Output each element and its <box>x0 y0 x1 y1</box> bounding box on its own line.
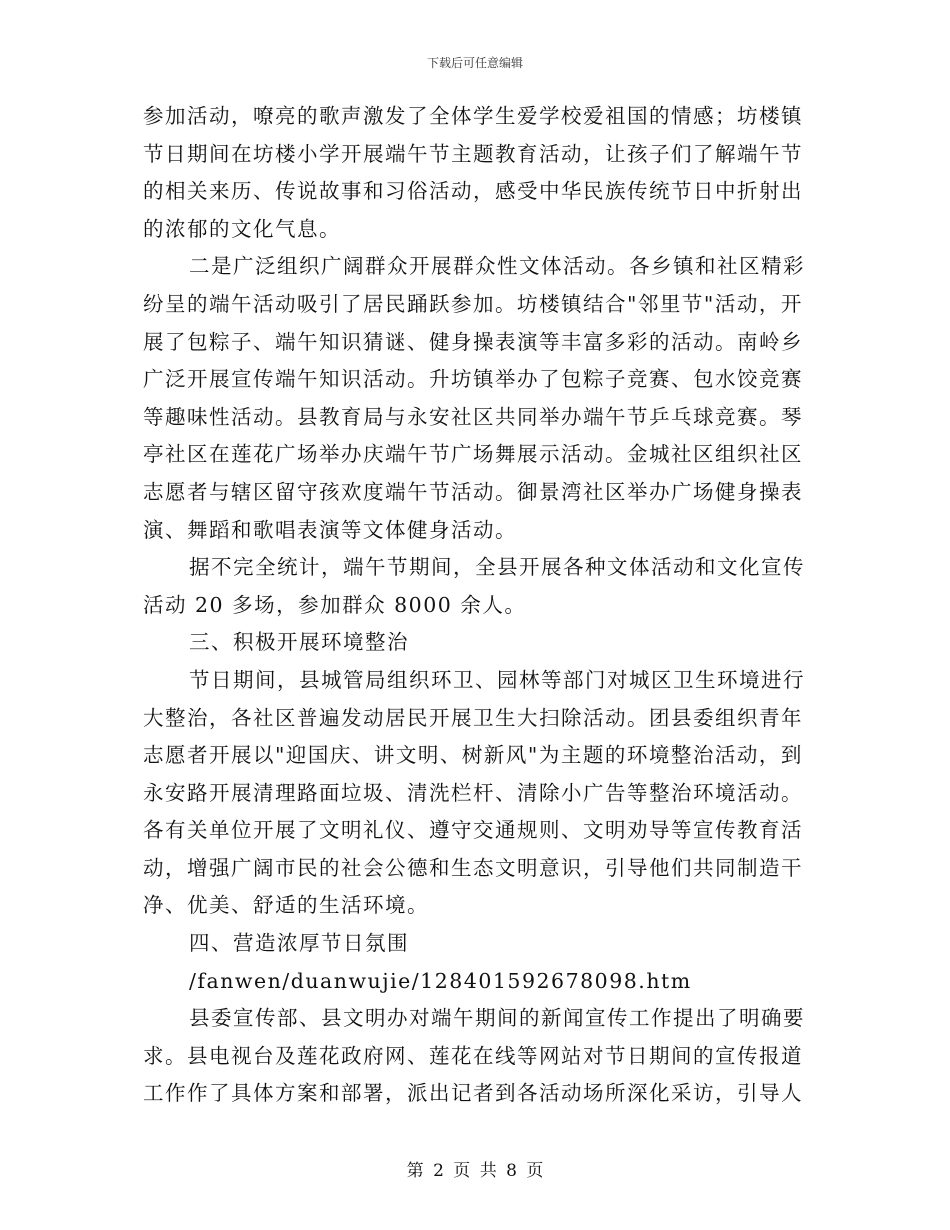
text-line: 大整治，各社区普遍发动居民开展卫生大扫除活动。团县委组织青年 <box>143 705 803 730</box>
text-line: 三、积极开展环境整治 <box>189 630 409 655</box>
page-header: 下载后可任意编辑 <box>426 56 523 70</box>
page-footer: 第 2 页 共 8 页 <box>406 1161 544 1181</box>
document-body <box>143 98 809 1113</box>
text-line: 演、舞蹈和歌唱表演等文体健身活动。 <box>143 517 517 542</box>
text-line: 节日期间在坊楼小学开展端午节主题教育活动，让孩子们了解端午节 <box>143 141 803 166</box>
text-line: 等趣味性活动。县教育局与永安社区共同举办端午节乒乓球竞赛。琴 <box>143 404 803 429</box>
text-line: 各有关单位开展了文明礼仪、遵守交通规则、文明劝导等宣传教育活 <box>143 818 803 843</box>
text-line: 动，增强广阔市民的社会公德和生态文明意识，引导他们共同制造干 <box>143 855 803 880</box>
text-line: 二是广泛组织广阔群众开展群众性文体活动。各乡镇和社区精彩 <box>189 254 805 279</box>
text-line: 纷呈的端午活动吸引了居民踊跃参加。坊楼镇结合"邻里节"活动，开 <box>143 291 803 316</box>
text-line: 净、优美、舒适的生活环境。 <box>143 893 429 918</box>
text-line: 永安路开展清理路面垃圾、清洗栏杆、清除小广告等整治环境活动。 <box>143 780 803 805</box>
text-line: 活动 20 多场，参加群众 8000 余人。 <box>143 592 527 617</box>
text-line: /fanwen/duanwujie/128401592678098.htm <box>189 968 692 993</box>
text-line: 四、营造浓厚节日氛围 <box>189 931 409 956</box>
text-line: 广泛开展宣传端午知识活动。升坊镇举办了包粽子竞赛、包水饺竞赛 <box>143 367 803 392</box>
text-line: 节日期间，县城管局组织环卫、园林等部门对城区卫生环境进行 <box>189 667 805 692</box>
text-line: 的相关来历、传说故事和习俗活动，感受中华民族传统节日中折射出 <box>143 179 803 204</box>
text-line: 展了包粽子、端午知识猜谜、健身操表演等丰富多彩的活动。南岭乡 <box>143 329 803 354</box>
text-line: 工作作了具体方案和部署，派出记者到各活动场所深化采访，引导人 <box>143 1081 803 1106</box>
text-line: 参加活动，嘹亮的歌声激发了全体学生爱学校爱祖国的情感；坊楼镇 <box>143 104 803 128</box>
text-line: 志愿者与辖区留守孩欢度端午节活动。御景湾社区举办广场健身操表 <box>143 479 803 504</box>
text-line: 求。县电视台及莲花政府网、莲花在线等网站对节日期间的宣传报道 <box>143 1043 803 1068</box>
text-line: 亭社区在莲花广场举办庆端午节广场舞展示活动。金城社区组织社区 <box>143 442 803 467</box>
text-line: 县委宣传部、县文明办对端午期间的新闻宣传工作提出了明确要 <box>189 1006 805 1031</box>
text-line: 的浓郁的文化气息。 <box>143 216 341 241</box>
text-line: 据不完全统计，端午节期间，全县开展各种文体活动和文化宣传 <box>189 555 805 580</box>
text-line: 志愿者开展以"迎国庆、讲文明、树新风"为主题的环境整治活动，到 <box>143 743 803 768</box>
